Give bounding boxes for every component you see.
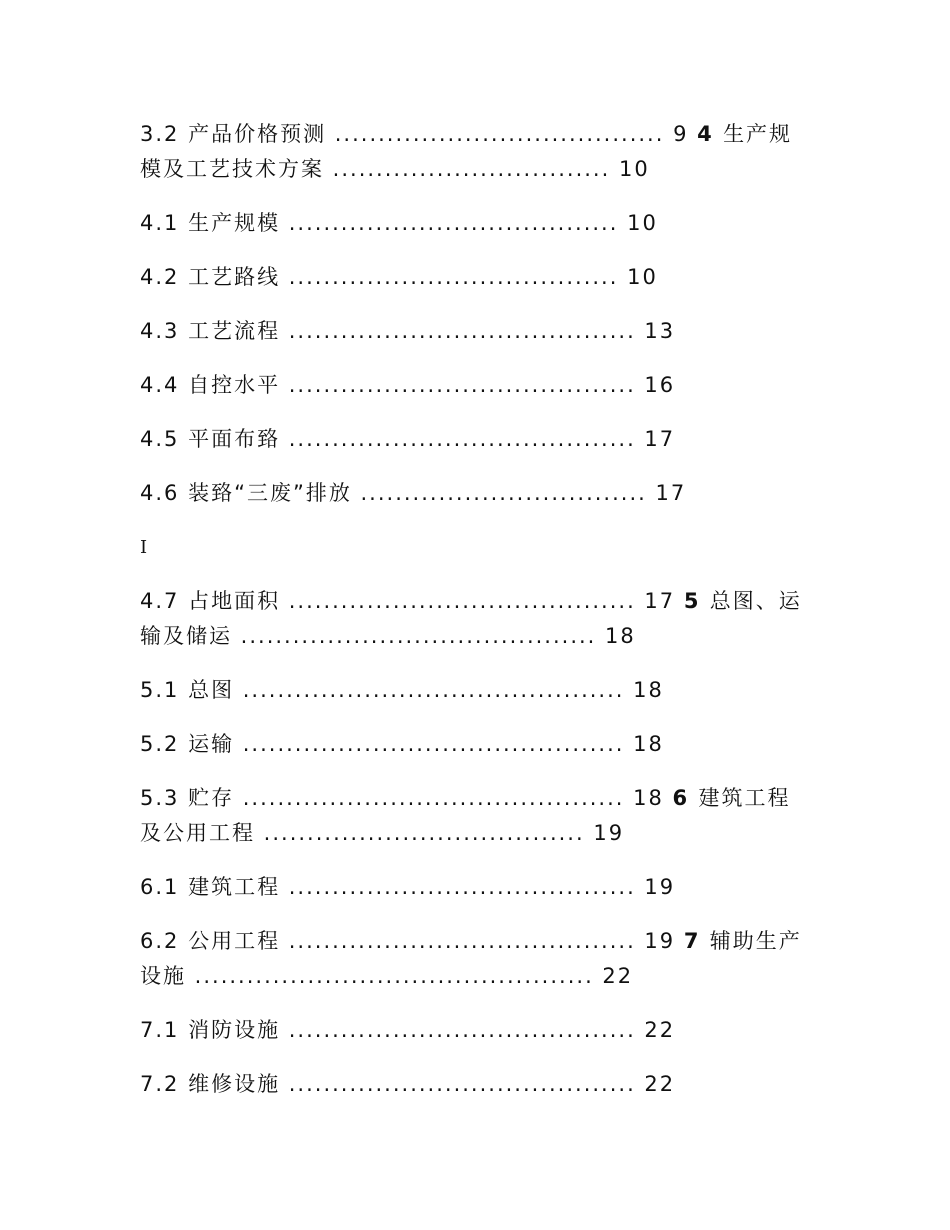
toc-entry-6-1[interactable]: 6.1 建筑工程 ........................................ 19 bbox=[140, 875, 676, 899]
toc-entry-4-2[interactable]: 4.2 工艺路线 ...................................... 10 bbox=[140, 265, 658, 289]
toc-entry-6-2[interactable]: 6.2 公用工程 ........................................ 19 7 辅助生产设施 .............................................. 22 bbox=[140, 929, 802, 988]
toc-entry-4-6[interactable]: 4.6 装臵“三废”排放 ................................. 17 bbox=[140, 481, 687, 505]
toc-entry-5-2[interactable]: 5.2 运输 ............................................ 18 bbox=[140, 732, 664, 756]
toc-entry-5-3[interactable]: 5.3 贮存 ............................................ 18 6 建筑工程及公用工程 ..................................... 19 bbox=[140, 786, 791, 845]
toc-entry-4-1[interactable]: 4.1 生产规模 ...................................... 10 bbox=[140, 211, 658, 235]
table-of-contents bbox=[140, 117, 805, 1121]
toc-entry-4-7[interactable]: 4.7 占地面积 ........................................ 17 5 总图、运输及储运 ......................................... 18 bbox=[140, 589, 802, 648]
toc-entry-3-2[interactable]: 3.2 产品价格预测 ...................................... 9 4 生产规模及工艺技术方案 ................................ 10 bbox=[140, 122, 793, 181]
page-number-marker: I bbox=[140, 537, 148, 558]
toc-entry-7-1[interactable]: 7.1 消防设施 ........................................ 22 bbox=[140, 1018, 676, 1042]
toc-entry-4-4[interactable]: 4.4 自控水平 ........................................ 16 bbox=[140, 373, 676, 397]
toc-entry-4-3[interactable]: 4.3 工艺流程 ........................................ 13 bbox=[140, 319, 676, 343]
toc-entry-5-1[interactable]: 5.1 总图 ............................................ 18 bbox=[140, 678, 664, 702]
toc-entry-4-5[interactable]: 4.5 平面布臵 ........................................ 17 bbox=[140, 427, 676, 451]
toc-entry-7-2[interactable]: 7.2 维修设施 ........................................ 22 bbox=[140, 1072, 676, 1096]
